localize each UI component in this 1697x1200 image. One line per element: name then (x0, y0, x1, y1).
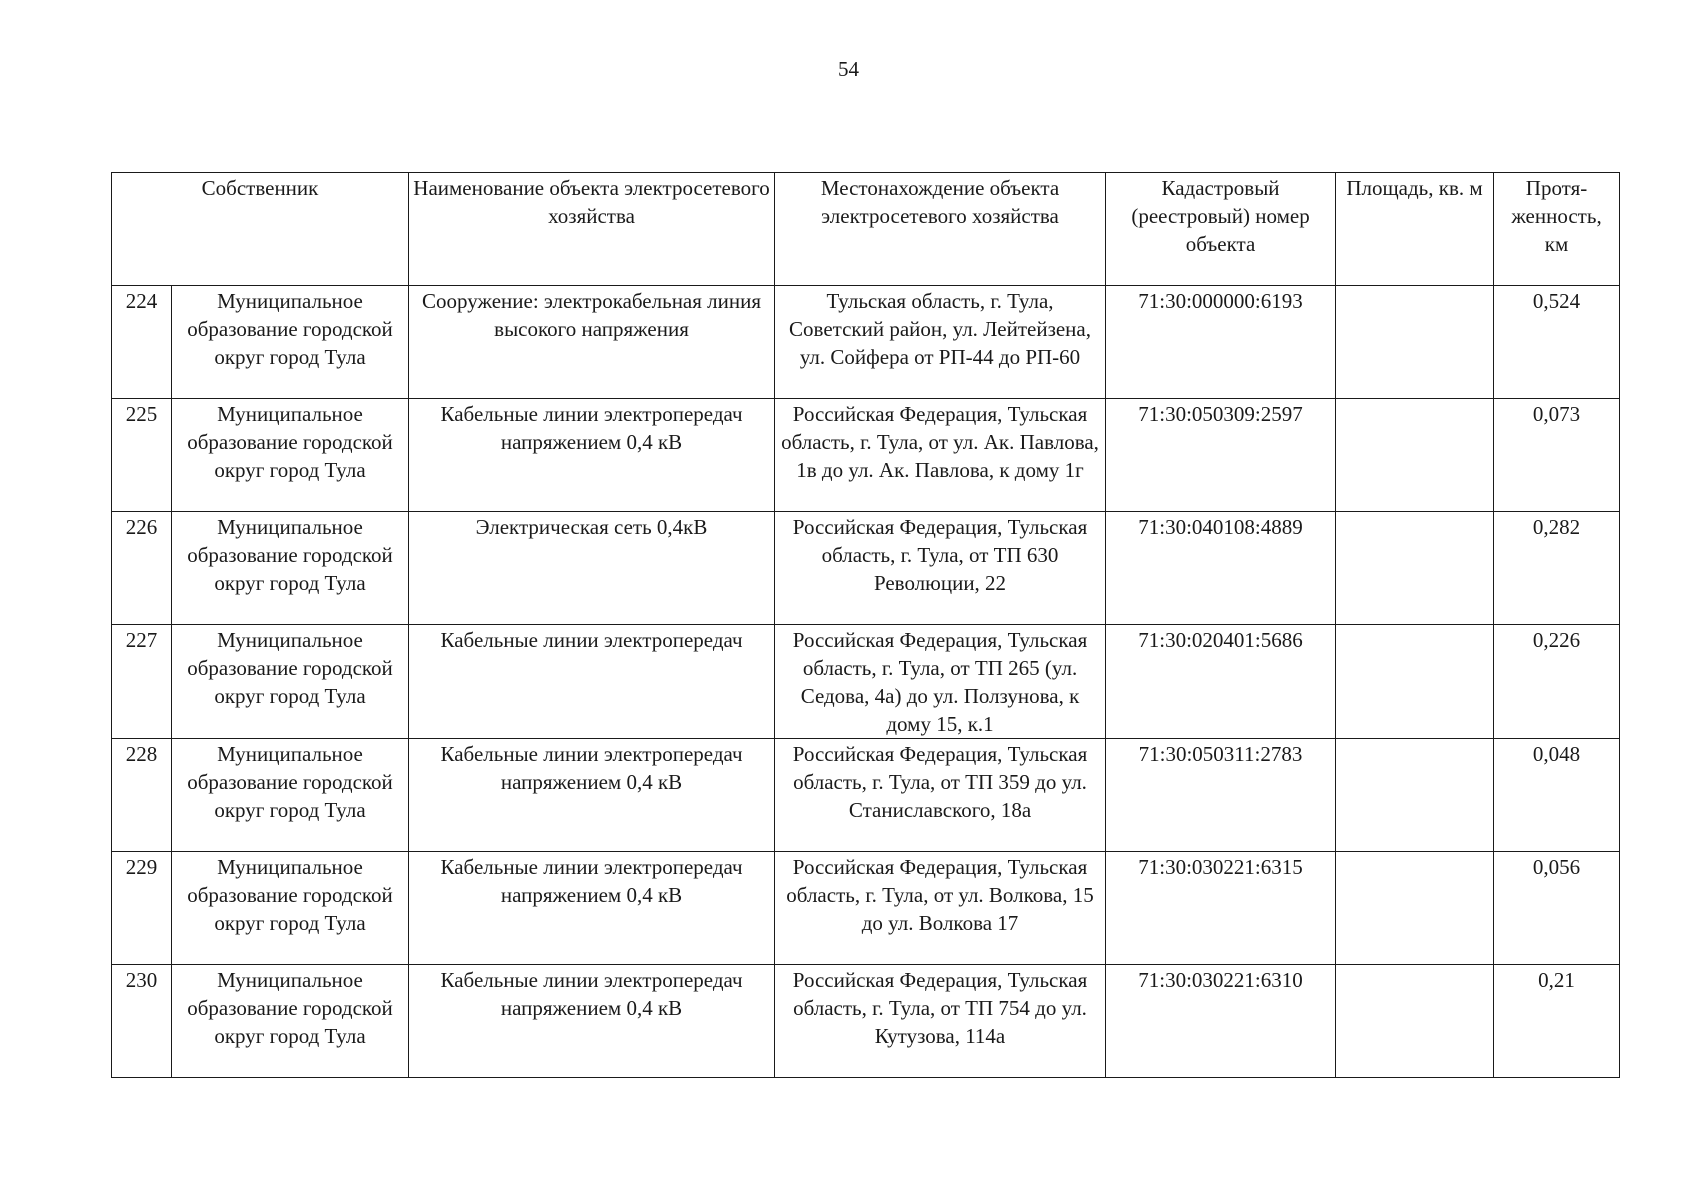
owner-cell: Муниципальное образование городской округ город Тула (172, 286, 409, 399)
electrical-facilities-table (111, 172, 1620, 1078)
length-cell: 0,21 (1494, 965, 1620, 1078)
row-number: 227 (112, 625, 172, 739)
area-cell (1336, 512, 1494, 625)
area-cell (1336, 399, 1494, 512)
owner-cell: Муниципальное образование городской округ город Тула (172, 512, 409, 625)
table-row (112, 512, 1620, 625)
header-length: Протя-женность, км (1494, 173, 1620, 286)
table-header-row (112, 173, 1620, 286)
length-cell: 0,226 (1494, 625, 1620, 739)
row-number: 226 (112, 512, 172, 625)
object-name-cell: Кабельные линии электропередач напряжением 0,4 кВ (409, 852, 775, 965)
owner-cell: Муниципальное образование городской округ город Тула (172, 399, 409, 512)
row-number: 225 (112, 399, 172, 512)
row-number: 228 (112, 739, 172, 852)
cadastral-number-cell: 71:30:050311:2783 (1106, 739, 1336, 852)
owner-cell: Муниципальное образование городской округ город Тула (172, 625, 409, 739)
object-name-cell: Сооружение: электрокабельная линия высокого напряжения (409, 286, 775, 399)
location-cell: Российская Федерация, Тульская область, г. Тула, от ул. Волкова, 15 до ул. Волкова 17 (775, 852, 1106, 965)
area-cell (1336, 852, 1494, 965)
table-row (112, 625, 1620, 739)
page-number: 54 (838, 57, 859, 81)
area-cell (1336, 625, 1494, 739)
header-object-name: Наименование объекта электросетевого хозяйства (409, 173, 775, 286)
cadastral-number-cell: 71:30:000000:6193 (1106, 286, 1336, 399)
location-cell: Тульская область, г. Тула, Советский район, ул. Лейтейзена, ул. Сойфера от РП-44 до РП-60 (775, 286, 1106, 399)
header-location: Местонахождение объекта электросетевого хозяйства (775, 173, 1106, 286)
cadastral-number-cell: 71:30:050309:2597 (1106, 399, 1336, 512)
length-cell: 0,073 (1494, 399, 1620, 512)
cadastral-number-cell: 71:30:030221:6315 (1106, 852, 1336, 965)
area-cell (1336, 739, 1494, 852)
location-cell: Российская Федерация, Тульская область, г. Тула, от ТП 265 (ул. Седова, 4а) до ул. Ползунова, к дому 15, к.1 (775, 625, 1106, 739)
header-owner: Собственник (112, 173, 409, 286)
length-cell: 0,524 (1494, 286, 1620, 399)
object-name-cell: Кабельные линии электропередач (409, 625, 775, 739)
object-name-cell: Электрическая сеть 0,4кВ (409, 512, 775, 625)
location-cell: Российская Федерация, Тульская область, г. Тула, от ТП 754 до ул. Кутузова, 114а (775, 965, 1106, 1078)
cadastral-number-cell: 71:30:040108:4889 (1106, 512, 1336, 625)
row-number: 224 (112, 286, 172, 399)
table-row (112, 852, 1620, 965)
table-row (112, 739, 1620, 852)
table-row (112, 286, 1620, 399)
object-name-cell: Кабельные линии электропередач напряжением 0,4 кВ (409, 399, 775, 512)
cadastral-number-cell: 71:30:030221:6310 (1106, 965, 1336, 1078)
location-cell: Российская Федерация, Тульская область, г. Тула, от ТП 359 до ул. Станиславского, 18а (775, 739, 1106, 852)
header-area: Площадь, кв. м (1336, 173, 1494, 286)
location-cell: Российская Федерация, Тульская область, г. Тула, от ул. Ак. Павлова, 1в до ул. Ак. Павлова, к дому 1г (775, 399, 1106, 512)
object-name-cell: Кабельные линии электропередач напряжением 0,4 кВ (409, 965, 775, 1078)
object-name-cell: Кабельные линии электропередач напряжением 0,4 кВ (409, 739, 775, 852)
table-row (112, 399, 1620, 512)
table-row (112, 965, 1620, 1078)
location-cell: Российская Федерация, Тульская область, г. Тула, от ТП 630 Революции, 22 (775, 512, 1106, 625)
length-cell: 0,282 (1494, 512, 1620, 625)
header-cadastral-number: Кадастровый (реестровый) номер объекта (1106, 173, 1336, 286)
cadastral-number-cell: 71:30:020401:5686 (1106, 625, 1336, 739)
length-cell: 0,048 (1494, 739, 1620, 852)
owner-cell: Муниципальное образование городской округ город Тула (172, 852, 409, 965)
area-cell (1336, 965, 1494, 1078)
length-cell: 0,056 (1494, 852, 1620, 965)
owner-cell: Муниципальное образование городской округ город Тула (172, 965, 409, 1078)
row-number: 229 (112, 852, 172, 965)
area-cell (1336, 286, 1494, 399)
owner-cell: Муниципальное образование городской округ город Тула (172, 739, 409, 852)
row-number: 230 (112, 965, 172, 1078)
